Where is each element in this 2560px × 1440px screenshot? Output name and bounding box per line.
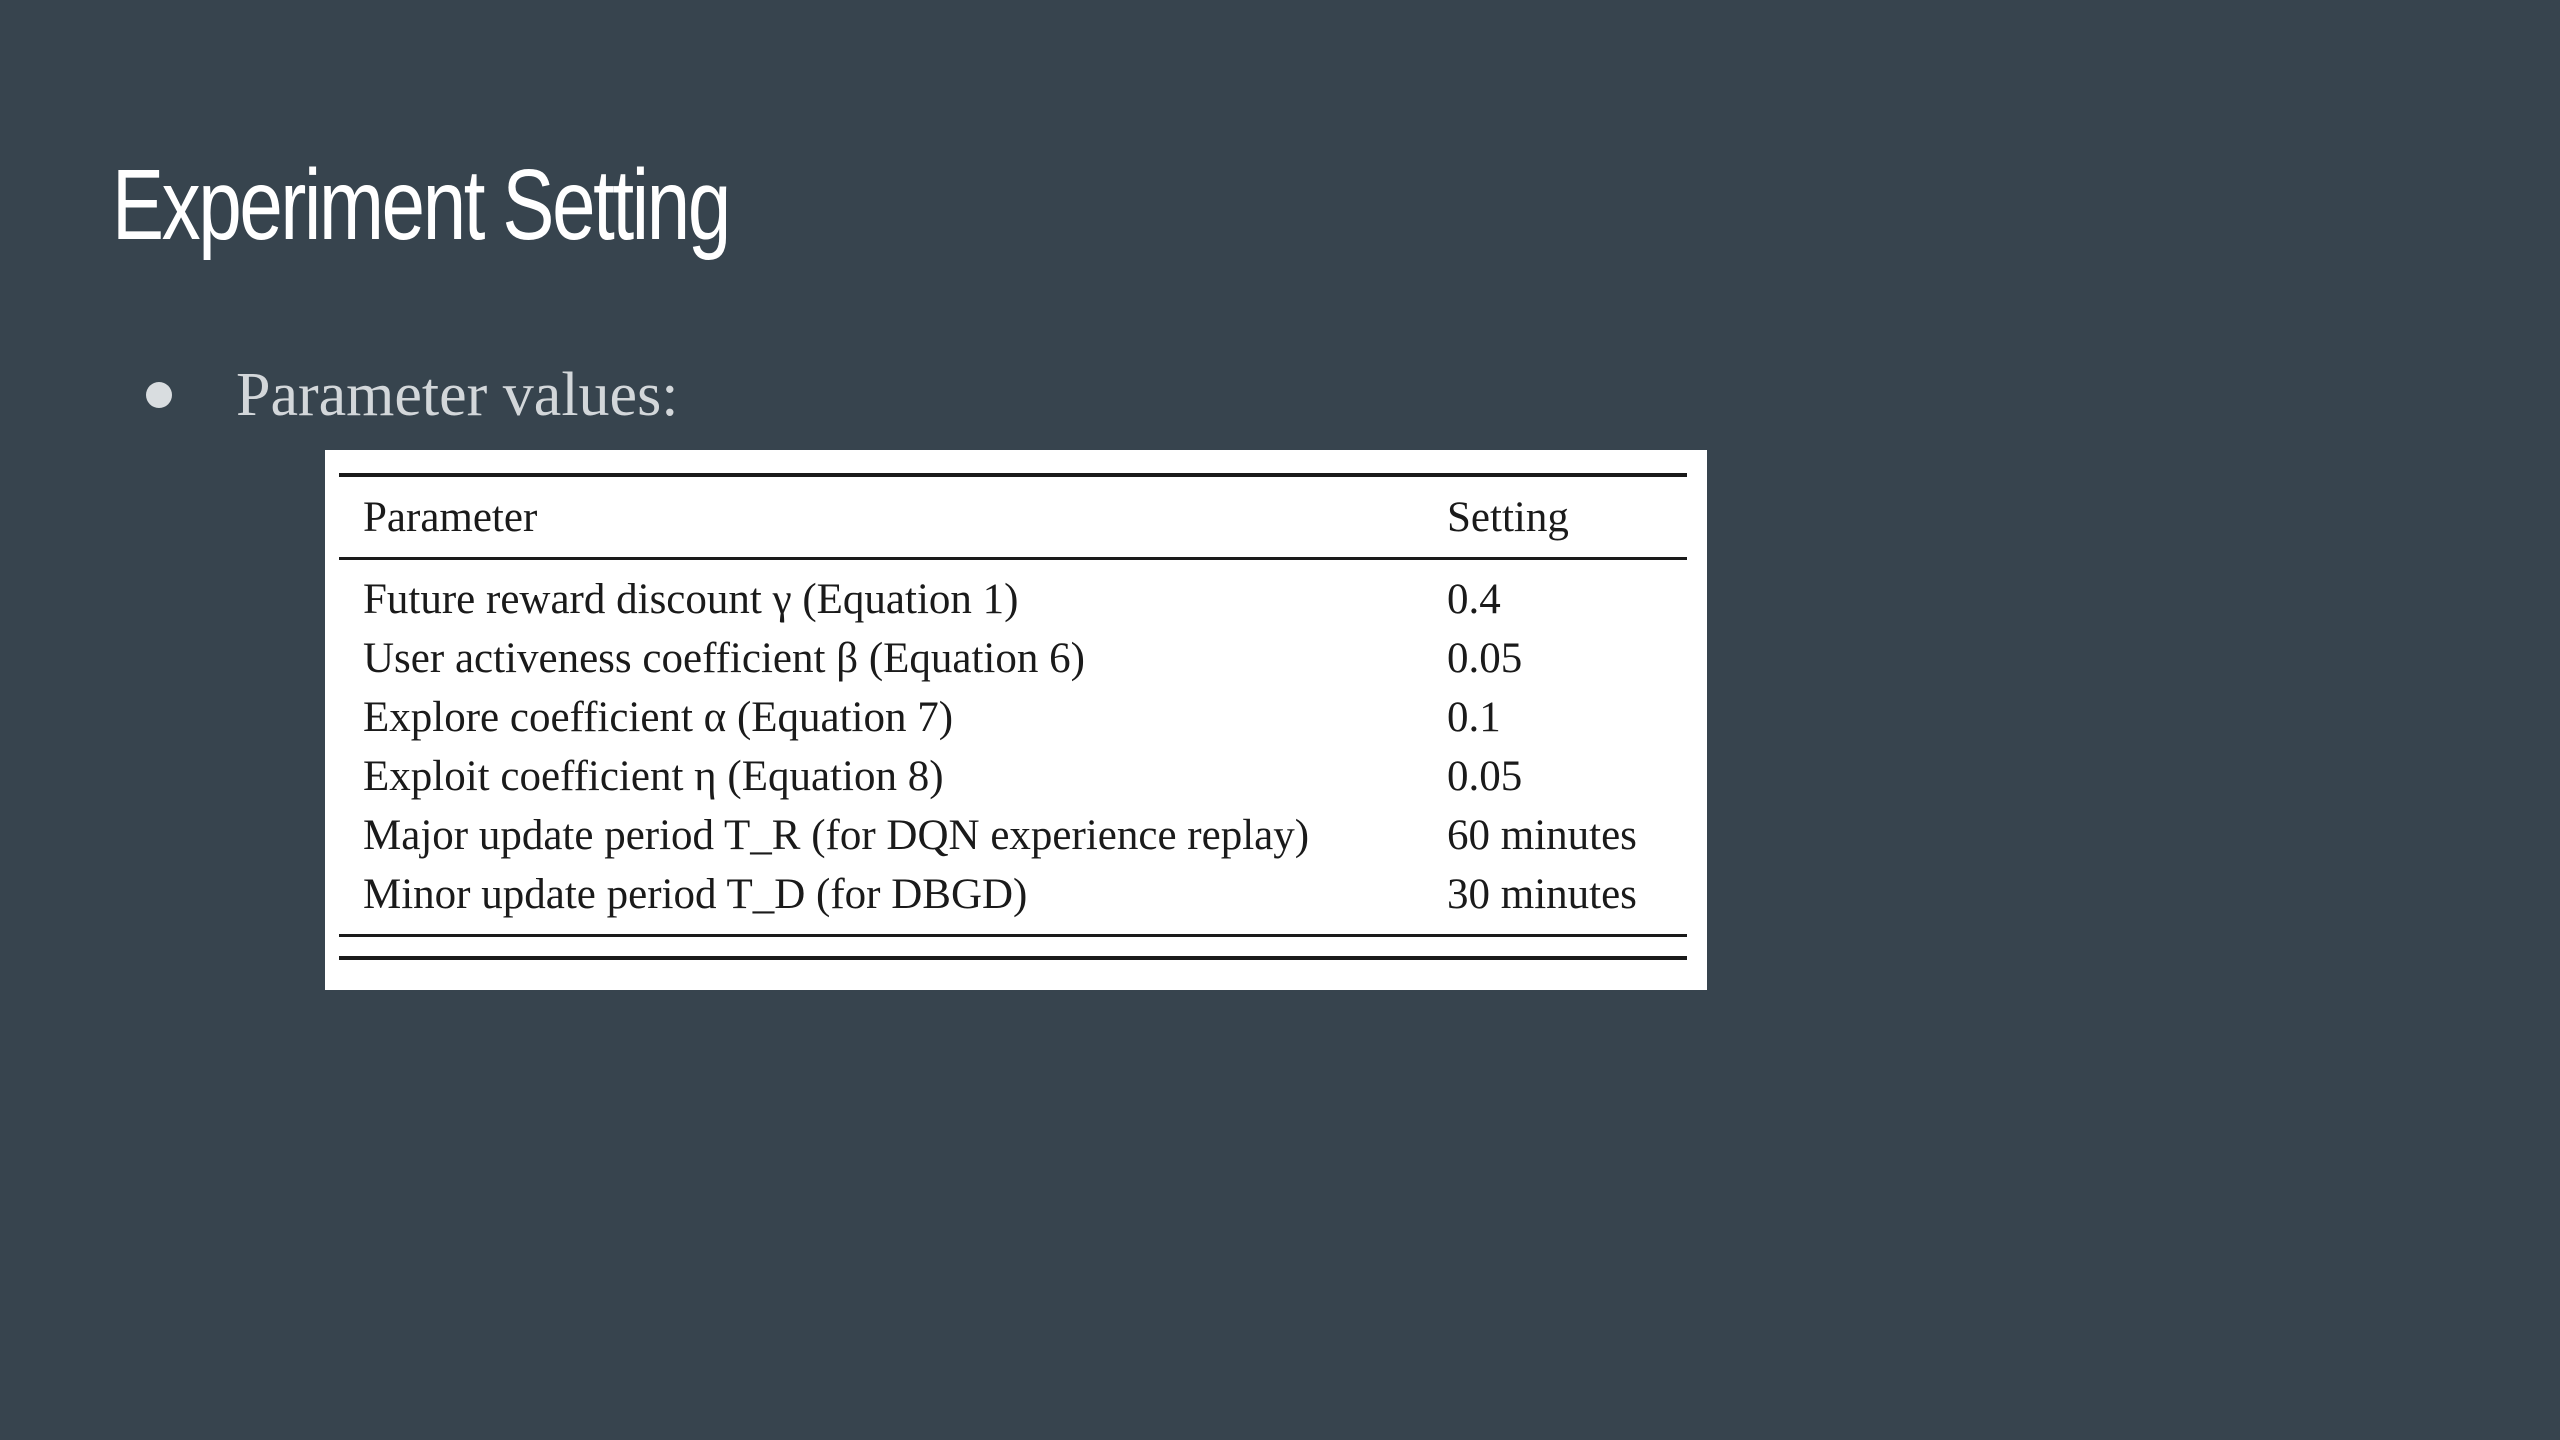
table-row-setting: 0.4 bbox=[1447, 576, 1501, 623]
table-header-rule bbox=[339, 557, 1687, 560]
table-row-parameter: Future reward discount γ (Equation 1) bbox=[363, 576, 1019, 623]
table-row-setting: 0.05 bbox=[1447, 753, 1523, 800]
table-top-rule bbox=[339, 473, 1687, 477]
bullet-item bbox=[146, 350, 678, 440]
table-row-parameter: Minor update period T_D (for DBGD) bbox=[363, 871, 1028, 918]
table-row-setting: 30 minutes bbox=[1447, 871, 1637, 918]
table-row-setting: 0.1 bbox=[1447, 694, 1501, 741]
table-row-setting: 60 minutes bbox=[1447, 812, 1637, 859]
table-row-parameter: Exploit coefficient η (Equation 8) bbox=[363, 753, 944, 800]
header-parameter: Parameter bbox=[363, 494, 538, 541]
table-bottom-rule-double bbox=[339, 956, 1687, 960]
table-row-parameter: Explore coefficient α (Equation 7) bbox=[363, 694, 954, 741]
parameter-table bbox=[325, 450, 1707, 990]
table-row-parameter: Major update period T_R (for DQN experience replay) bbox=[363, 812, 1310, 859]
bullet-text: Parameter values: bbox=[236, 360, 679, 429]
slide-title: Experiment Setting bbox=[112, 149, 729, 261]
table-bottom-rule bbox=[339, 934, 1687, 937]
table-row-parameter: User activeness coefficient β (Equation 6) bbox=[363, 635, 1085, 682]
table-row-setting: 0.05 bbox=[1447, 635, 1523, 682]
bullet-dot-icon bbox=[146, 382, 172, 408]
header-setting: Setting bbox=[1447, 494, 1569, 541]
